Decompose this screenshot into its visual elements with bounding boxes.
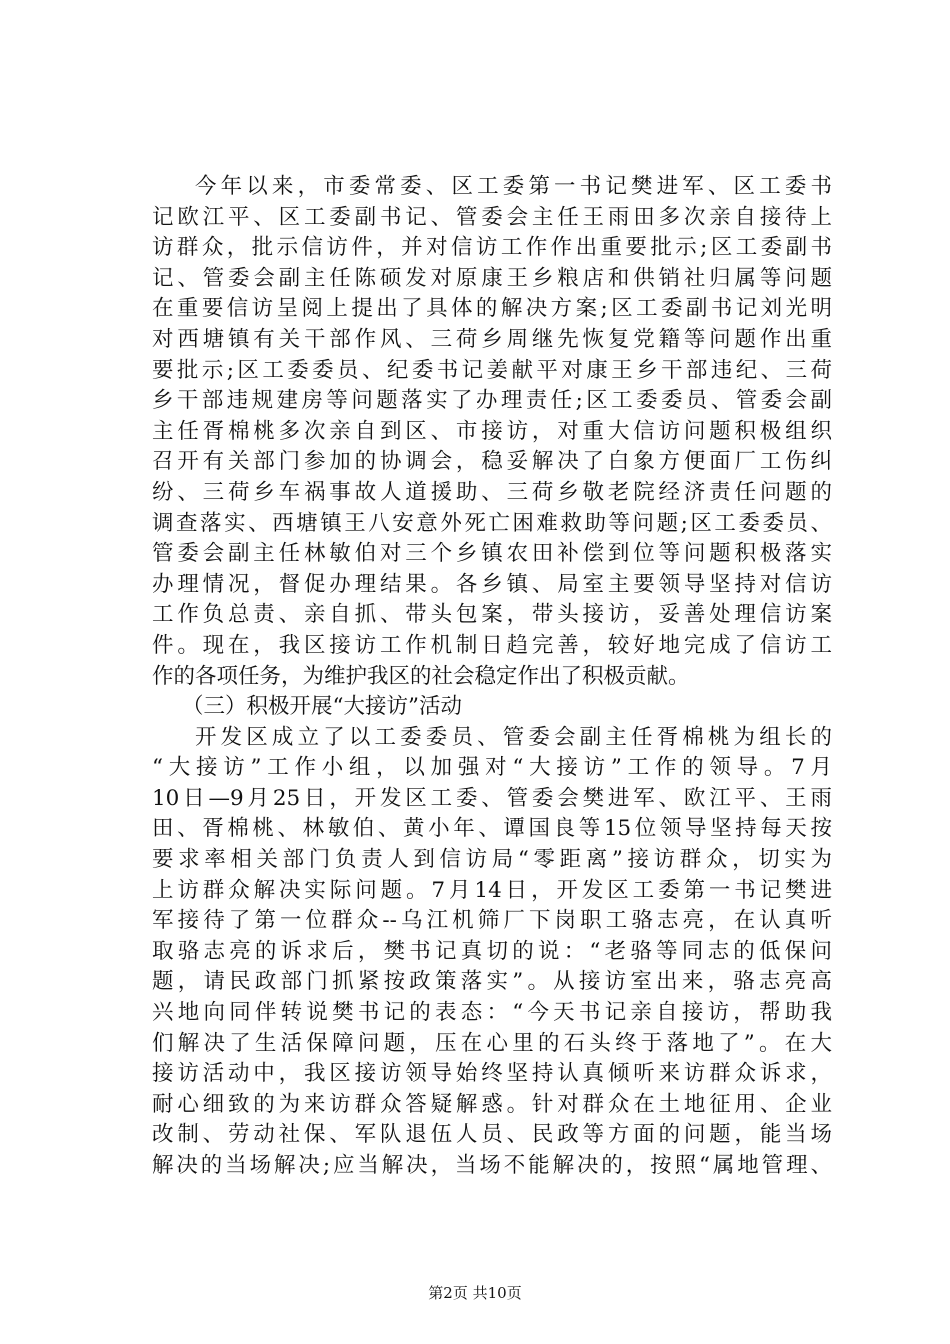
text-line: 题，请民政部门抓紧按政策落实”。从接访室出来，骆志亮高 — [152, 969, 832, 995]
text-line: 记欧江平、区工委副书记、管委会主任王雨田多次亲自接待上 — [152, 204, 832, 230]
text-line: 记、管委会副主任陈硕发对原康王乡粮店和供销社归属等问题 — [152, 265, 832, 291]
text-line: 们解决了生活保障问题，压在心里的石头终于落地了”。在大 — [152, 1030, 832, 1056]
text-line: 10日—9月25日，开发区工委、管委会樊进军、欧江平、王雨 — [152, 785, 832, 811]
text-line: 主任胥棉桃多次亲自到区、市接访，对重大信访问题积极组织 — [152, 418, 832, 444]
page-number-footer: 第2页 共10页 — [428, 1284, 522, 1302]
text-line: 上访群众解决实际问题。7月14日，开发区工委第一书记樊进 — [152, 877, 832, 903]
text-line: 田、胥棉桃、林敏伯、黄小年、谭国良等15位领导坚持每天按 — [152, 816, 832, 842]
text-line: 召开有关部门参加的协调会，稳妥解决了白象方便面厂工伤纠 — [152, 449, 832, 475]
text-line: 解决的当场解决;应当解决，当场不能解决的，按照“属地管理、 — [152, 1153, 832, 1178]
text-line: 纷、三荷乡车祸事故人道援助、三荷乡敬老院经济责任问题的 — [152, 479, 832, 505]
text-line: 今年以来，市委常委、区工委第一书记樊进军、区工委书 — [195, 174, 832, 199]
text-line: 乡干部违规建房等问题落实了办理责任;区工委委员、管委会副 — [152, 388, 832, 414]
section-heading: （三）积极开展“大接访”活动 — [182, 694, 462, 720]
text-line: 取骆志亮的诉求后，樊书记真切的说：“老骆等同志的低保问 — [152, 938, 832, 964]
text-line: 办理情况，督促办理结果。各乡镇、局室主要领导坚持对信访 — [152, 571, 832, 597]
text-line: 改制、劳动社保、军队退伍人员、民政等方面的问题，能当场 — [152, 1122, 832, 1148]
paragraph-leader-reception — [152, 172, 832, 692]
paragraph-big-reception — [152, 723, 832, 1182]
text-line: 件。现在，我区接访工作机制日趋完善，较好地完成了信访工 — [152, 632, 832, 658]
text-line: 要求率相关部门负责人到信访局“零距离”接访群众，切实为 — [152, 847, 832, 873]
text-line: 军接待了第一位群众--乌江机筛厂下岗职工骆志亮，在认真听 — [152, 908, 832, 934]
text-line: 调查落实、西塘镇王八安意外死亡困难救助等问题;区工委委员、 — [152, 510, 832, 536]
text-line: 管委会副主任林敏伯对三个乡镇农田补偿到位等问题积极落实 — [152, 541, 832, 567]
text-line: 访群众，批示信访件，并对信访工作作出重要批示;区工委副书 — [152, 235, 832, 261]
text-line: “大接访”工作小组，以加强对“大接访”工作的领导。7月 — [152, 755, 832, 781]
document-body — [152, 172, 832, 1182]
text-line: 兴地向同伴转说樊书记的表态：“今天书记亲自接访，帮助我 — [152, 1000, 832, 1026]
text-line: 开发区成立了以工委委员、管委会副主任胥棉桃为组长的 — [195, 724, 832, 750]
text-line: 接访活动中，我区接访领导始终坚持认真倾听来访群众诉求， — [152, 1061, 832, 1087]
text-line: 要批示;区工委委员、纪委书记姜献平对康王乡干部违纪、三荷 — [152, 357, 832, 383]
text-line: 作的各项任务，为维护我区的社会稳定作出了积极贡献。 — [152, 663, 690, 689]
text-line: 对西塘镇有关干部作风、三荷乡周继先恢复党籍等问题作出重 — [152, 326, 832, 352]
text-line: 耐心细致的为来访群众答疑解惑。针对群众在土地征用、企业 — [152, 1091, 832, 1117]
text-line: 在重要信访呈阅上提出了具体的解决方案;区工委副书记刘光明 — [152, 296, 832, 322]
text-line: 工作负总责、亲自抓、带头包案，带头接访，妥善处理信访案 — [152, 602, 832, 628]
